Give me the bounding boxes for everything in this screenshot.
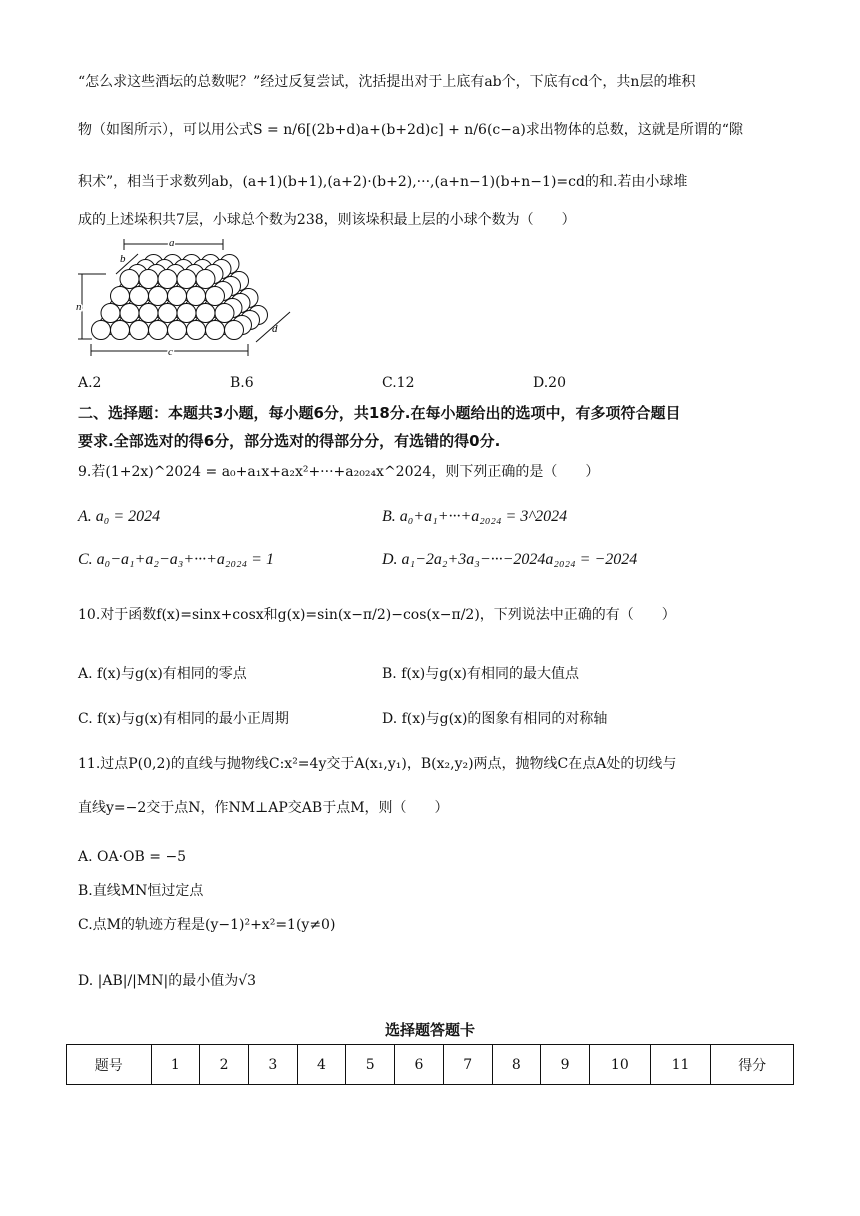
ball bbox=[215, 304, 234, 323]
ball bbox=[120, 270, 139, 289]
answer-card-cell[interactable]: 9 bbox=[541, 1045, 590, 1085]
q11-option-a: A. OA·OB = −5 bbox=[78, 849, 187, 865]
ball bbox=[177, 304, 196, 323]
ball bbox=[187, 287, 206, 306]
answer-card-cell-label: 题号 bbox=[67, 1045, 152, 1085]
ball bbox=[196, 270, 215, 289]
ball bbox=[130, 321, 149, 340]
ball bbox=[120, 304, 139, 323]
q8-option-a: A.2 bbox=[78, 375, 102, 391]
answer-card-cell[interactable]: 10 bbox=[589, 1045, 650, 1085]
fig-label-a: a bbox=[169, 237, 175, 249]
ball bbox=[139, 270, 158, 289]
fig-label-d: d bbox=[272, 323, 278, 335]
ball bbox=[177, 270, 196, 289]
ball bbox=[149, 321, 168, 340]
section-2-heading-line-2: 要求.全部选对的得6分，部分选对的得部分分，有选错的得0分. bbox=[78, 432, 501, 450]
answer-card-cell[interactable]: 1 bbox=[151, 1045, 200, 1085]
answer-card-cell-score[interactable]: 得分 bbox=[711, 1045, 794, 1085]
ball bbox=[187, 321, 206, 340]
ball bbox=[206, 287, 225, 306]
ball bbox=[158, 270, 177, 289]
q9-stem: 9.若(1+2x)^2024 = a₀+a₁x+a₂x²+···+a₂₀₂₄x^2024，则下列正确的是（ ） bbox=[78, 464, 600, 480]
ball bbox=[158, 304, 177, 323]
answer-card-cell[interactable]: 11 bbox=[650, 1045, 711, 1085]
q9-option-d: D. a₁−2a₂+3a₃−···−2024a₂₀₂₄ = −2024 bbox=[382, 551, 638, 568]
q9-option-c: C. a₀−a₁+a₂−a₃+···+a₂₀₂₄ = 1 bbox=[78, 551, 274, 568]
ball bbox=[225, 321, 244, 340]
q10-option-d: D. f(x)与g(x)的图象有相同的对称轴 bbox=[382, 711, 608, 727]
q9-option-a: A. a₀ = 2024 bbox=[78, 508, 161, 525]
q10-option-a: A. f(x)与g(x)有相同的零点 bbox=[78, 666, 247, 682]
q11-option-c: C.点M的轨迹方程是(y−1)²+x²=1(y≠0) bbox=[78, 917, 336, 933]
ball bbox=[101, 304, 120, 323]
ball bbox=[168, 321, 187, 340]
q10-option-c: C. f(x)与g(x)有相同的最小正周期 bbox=[78, 711, 289, 727]
table-row bbox=[67, 1045, 794, 1085]
q8-option-c: C.12 bbox=[382, 375, 415, 391]
ball bbox=[206, 321, 225, 340]
q10-option-b: B. f(x)与g(x)有相同的最大值点 bbox=[382, 666, 579, 682]
q8-option-b: B.6 bbox=[230, 375, 254, 391]
ball-stack-figure bbox=[76, 234, 301, 362]
answer-card-title: 选择题答题卡 bbox=[384, 1021, 475, 1039]
q11-line-1: 11.过点P(0,2)的直线与抛物线C:x²=4y交于A(x₁,y₁)，B(x₂,y₂)两点，抛物线C在点A处的切线与 bbox=[78, 756, 677, 772]
ball bbox=[111, 287, 130, 306]
ball bbox=[168, 287, 187, 306]
fig-label-c: c bbox=[168, 346, 173, 358]
fig-label-b: b bbox=[120, 253, 126, 265]
answer-card-cell[interactable]: 5 bbox=[346, 1045, 395, 1085]
q9-option-b: B. a₀+a₁+···+a₂₀₂₄ = 3^2024 bbox=[382, 508, 568, 525]
ball bbox=[196, 304, 215, 323]
answer-card-cell[interactable]: 8 bbox=[492, 1045, 541, 1085]
q11-option-b: B.直线MN恒过定点 bbox=[78, 883, 204, 899]
answer-card-table bbox=[66, 1044, 794, 1085]
q8-line-3: 积术”，相当于求数列ab，(a+1)(b+1),(a+2)·(b+2),···,(a+n−1)(b+n−1)=cd的和.若由小球堆 bbox=[78, 174, 688, 190]
ball bbox=[149, 287, 168, 306]
answer-card-cell[interactable]: 6 bbox=[395, 1045, 444, 1085]
q8-line-2: 物（如图所示），可以用公式S = n/6[(2b+d)a+(b+2d)c] + n/6(c−a)求出物体的总数，这就是所谓的“隙 bbox=[78, 122, 743, 138]
q8-line-4: 成的上述垛积共7层，小球总个数为238，则该垛积最上层的小球个数为（ ） bbox=[78, 212, 576, 228]
q10-stem: 10.对于函数f(x)=sinx+cosx和g(x)=sin(x−π/2)−cos(x−π/2)，下列说法中正确的有（ ） bbox=[78, 607, 676, 623]
q11-line-2: 直线y=−2交于点N，作NM⊥AP交AB于点M，则（ ） bbox=[78, 800, 449, 816]
q11-option-d: D. |AB|/|MN|的最小值为√3 bbox=[78, 973, 257, 989]
ball bbox=[92, 321, 111, 340]
ball bbox=[130, 287, 149, 306]
section-2-heading-line-1: 二、选择题：本题共3小题，每小题6分，共18分.在每小题给出的选项中，有多项符合题目 bbox=[78, 404, 681, 422]
ball bbox=[111, 321, 130, 340]
answer-card-cell[interactable]: 4 bbox=[297, 1045, 346, 1085]
q8-option-d: D.20 bbox=[533, 375, 566, 391]
ball bbox=[139, 304, 158, 323]
answer-card-cell[interactable]: 2 bbox=[200, 1045, 249, 1085]
q8-line-1: “怎么求这些酒坛的总数呢？”经过反复尝试，沈括提出对于上底有ab个，下底有cd个，共n层的堆积 bbox=[78, 74, 696, 90]
answer-card-cell[interactable]: 7 bbox=[443, 1045, 492, 1085]
answer-card-cell[interactable]: 3 bbox=[248, 1045, 297, 1085]
fig-label-n: n bbox=[76, 301, 82, 313]
